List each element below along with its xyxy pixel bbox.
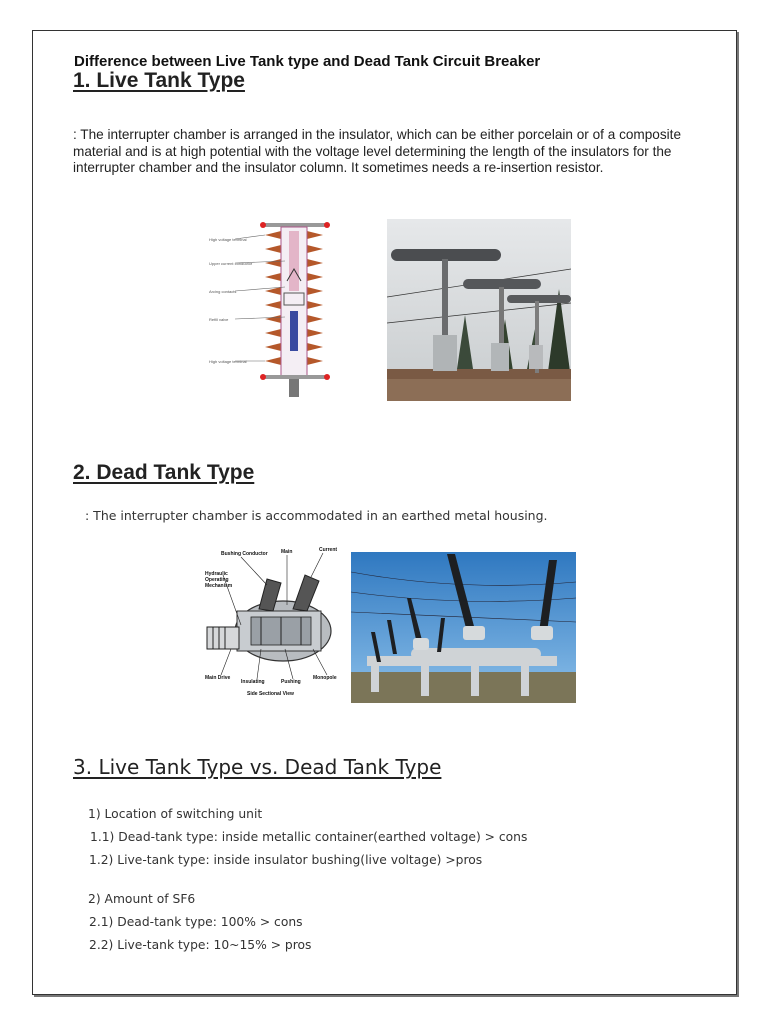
section2-heading: 2. Dead Tank Type: [73, 461, 255, 484]
svg-text:High voltage terminal: High voltage terminal: [209, 359, 247, 364]
svg-text:Current: Current: [319, 547, 338, 553]
live-tank-diagram: [205, 221, 385, 401]
svg-text:Hydraulic: Hydraulic: [205, 571, 228, 577]
svg-text:Refill valve: Refill valve: [209, 317, 229, 322]
list-item: 2) Amount of SF6: [88, 892, 196, 906]
svg-text:Mechanism: Mechanism: [205, 583, 233, 589]
comparison-list: [90, 803, 527, 957]
svg-text:Upper current conductor: Upper current conductor: [209, 261, 253, 266]
document-page: [32, 30, 737, 995]
list-subitem: 1.1) Dead-tank type: inside metallic container(earthed voltage) > cons: [90, 830, 528, 844]
live-tank-photo: [387, 219, 571, 401]
section1-heading: 1. Live Tank Type: [73, 69, 245, 92]
svg-text:Arcing contacts: Arcing contacts: [209, 289, 237, 294]
dead-tank-diagram: [201, 545, 347, 699]
list-item: 1) Location of switching unit: [88, 807, 263, 821]
list-subitem: 2.2) Live-tank type: 10~15% > pros: [89, 938, 312, 952]
svg-text:Operating: Operating: [205, 577, 229, 583]
svg-text:Side Sectional View: Side Sectional View: [247, 691, 294, 697]
svg-text:Bushing Conductor: Bushing Conductor: [221, 551, 268, 557]
section3-heading: 3. Live Tank Type vs. Dead Tank Type: [73, 755, 442, 779]
section2-body: : The interrupter chamber is accommodated in an earthed metal housing.: [85, 508, 548, 523]
svg-text:Main Drive: Main Drive: [205, 675, 231, 681]
list-subitem: 1.2) Live-tank type: inside insulator bushing(live voltage) >pros: [89, 853, 483, 867]
svg-text:Main: Main: [281, 549, 293, 555]
document-title: Difference between Live Tank type and Dead Tank Circuit Breaker: [74, 53, 541, 70]
svg-text:Insulating: Insulating: [241, 679, 265, 685]
dead-tank-photo: [351, 552, 576, 703]
svg-text:Pushing: Pushing: [281, 679, 301, 685]
section1-body: : The interrupter chamber is arranged in the insulator, which can be either porcelain or of a composite material and is at high potential with the voltage level determining the length of the insulators for the interrupter chamber and the insulator column. It sometimes needs a re-insertion resistor.: [73, 127, 682, 175]
svg-text:Monopole: Monopole: [313, 675, 337, 681]
svg-text:High voltage terminal: High voltage terminal: [209, 237, 247, 242]
list-subitem: 2.1) Dead-tank type: 100% > cons: [89, 915, 303, 929]
